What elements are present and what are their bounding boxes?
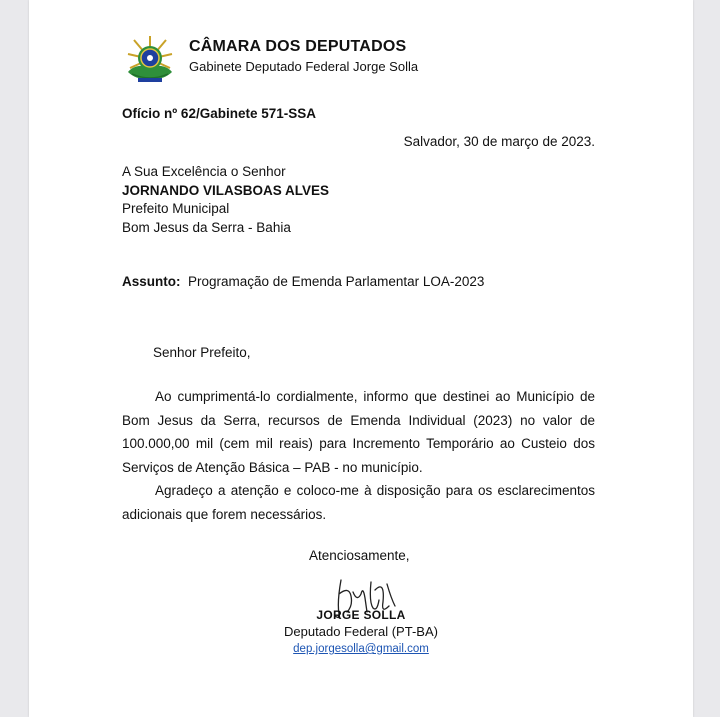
letter-page xyxy=(29,0,693,717)
body-paragraph-2: Agradeço a atenção e coloco-me à disposição para os esclarecimentos adicionais que forem necessários. xyxy=(122,483,595,522)
closing: Atenciosamente, xyxy=(309,548,410,563)
signatory-email-link[interactable]: dep.jorgesolla@gmail.com xyxy=(293,643,429,655)
office-subtitle: Gabinete Deputado Federal Jorge Solla xyxy=(189,59,419,74)
greeting: Senhor Prefeito, xyxy=(153,345,251,360)
subject-label: Assunto xyxy=(122,274,176,289)
recipient-salutation: A Sua Excelência o Senhor xyxy=(122,164,286,179)
brazil-coat-of-arms-icon xyxy=(122,34,178,84)
subject-line xyxy=(122,274,484,289)
recipient-block xyxy=(122,163,329,237)
recipient-name: JORNANDO VILASBOAS ALVES xyxy=(122,182,330,198)
chamber-title: CÂMARA DOS DEPUTADOS xyxy=(189,38,407,55)
recipient-title: Prefeito Municipal xyxy=(122,201,230,216)
subject-colon: : xyxy=(176,274,181,289)
signatory-role: Deputado Federal (PT-BA) xyxy=(284,624,438,639)
letter-body xyxy=(122,385,595,526)
signatory-name: JORGE SOLLA xyxy=(316,608,406,622)
body-paragraph-1: Ao cumprimentá-lo cordialmente, informo que destinei ao Município de Bom Jesus da Serra, recursos de Emenda Individual (2023) no valor de 100.000,00 mil (cem mil reais) para Incremento Temporário ao Custeio dos Serviços de Atenção Básica – PAB - no município. xyxy=(122,389,595,475)
letter-date: Salvador, 30 de março de 2023. xyxy=(403,134,595,149)
subject-text: Programação de Emenda Parlamentar LOA-2023 xyxy=(188,274,485,289)
recipient-location: Bom Jesus da Serra - Bahia xyxy=(122,219,291,235)
letter-reference: Ofício nº 62/Gabinete 571-SSA xyxy=(122,106,316,121)
